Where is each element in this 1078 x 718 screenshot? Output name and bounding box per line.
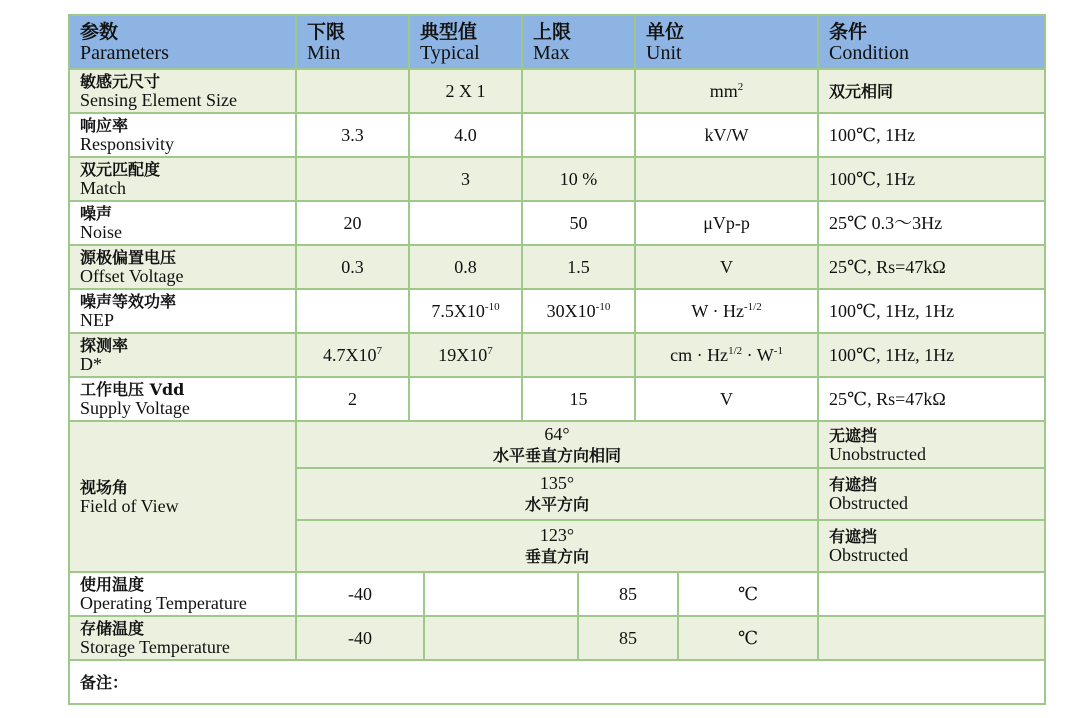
table-row bbox=[69, 157, 1045, 201]
unit-cell: $mm^2$ bbox=[635, 69, 818, 113]
spec-table bbox=[68, 14, 1046, 705]
fov-value-cell: 64° 水平垂直方向相同 bbox=[296, 421, 818, 468]
max-cell: 15 bbox=[522, 377, 635, 421]
table-row bbox=[69, 69, 1045, 113]
cond-cell: 100℃, 1Hz, 1Hz bbox=[818, 289, 1045, 333]
typ-cell: $7.5X10^{-10}$ bbox=[409, 289, 522, 333]
typ-cell bbox=[409, 377, 522, 421]
typ-cell bbox=[409, 201, 522, 245]
param-cell: 噪声等效功率 NEP bbox=[69, 289, 296, 333]
cond-cell: 25℃ 0.3～3Hz bbox=[818, 201, 1045, 245]
cond-cell bbox=[818, 616, 1045, 660]
typ-cell bbox=[424, 572, 578, 616]
max-cell bbox=[522, 113, 635, 157]
max-cell: 10 % bbox=[522, 157, 635, 201]
param-cell: 双元匹配度 Match bbox=[69, 157, 296, 201]
note-cell bbox=[69, 660, 1045, 704]
unit-cell bbox=[635, 157, 818, 201]
note-row bbox=[69, 660, 1045, 704]
max-cell bbox=[522, 333, 635, 377]
unit-cell: $W \cdot Hz^{-1/2}$ bbox=[635, 289, 818, 333]
max-cell: $30X10^{-10}$ bbox=[522, 289, 635, 333]
min-cell: 20 bbox=[296, 201, 409, 245]
header-condition: 条件 Condition bbox=[818, 15, 1045, 69]
cond-cell bbox=[818, 572, 1045, 616]
typ-cell: $19X10^7$ bbox=[409, 333, 522, 377]
param-cell: 探测率 D* bbox=[69, 333, 296, 377]
max-cell: 85 bbox=[578, 616, 678, 660]
param-cell: 噪声 Noise bbox=[69, 201, 296, 245]
param-cell: 源极偏置电压 Offset Voltage bbox=[69, 245, 296, 289]
header-typical: 典型值 Typical bbox=[409, 15, 522, 69]
header-unit: 单位 Unit bbox=[635, 15, 818, 69]
param-cell: 工作电压 Vdd Supply Voltage bbox=[69, 377, 296, 421]
cond-cell: 25℃, Rs=47kΩ bbox=[818, 245, 1045, 289]
min-cell: 2 bbox=[296, 377, 409, 421]
typ-cell: 2 X 1 bbox=[409, 69, 522, 113]
max-cell bbox=[522, 69, 635, 113]
note-label: 备注： bbox=[80, 672, 129, 692]
unit-cell: V bbox=[635, 245, 818, 289]
param-cell: 存储温度 Storage Temperature bbox=[69, 616, 296, 660]
min-cell bbox=[296, 289, 409, 333]
cond-cell: 100℃, 1Hz, 1Hz bbox=[818, 333, 1045, 377]
unit-cell: kV/W bbox=[635, 113, 818, 157]
param-cell: 使用温度 Operating Temperature bbox=[69, 572, 296, 616]
param-cell: 敏感元尺寸 Sensing Element Size bbox=[69, 69, 296, 113]
unit-cell: cm · $Hz^{1/2} \cdot W^{-1}$ bbox=[635, 333, 818, 377]
header-row bbox=[69, 15, 1045, 69]
max-cell: 85 bbox=[578, 572, 678, 616]
table-row bbox=[69, 377, 1045, 421]
min-cell: -40 bbox=[296, 572, 424, 616]
min-cell: -40 bbox=[296, 616, 424, 660]
fov-value-cell: 135° 水平方向 bbox=[296, 468, 818, 520]
header-parameters: 参数 Parameters bbox=[69, 15, 296, 69]
unit-cell: V bbox=[635, 377, 818, 421]
cond-cell: 有遮挡 Obstructed bbox=[818, 468, 1045, 520]
unit-cell: ℃ bbox=[678, 572, 818, 616]
fov-row bbox=[69, 421, 1045, 468]
table-row bbox=[69, 289, 1045, 333]
cond-cell: 双元相同 bbox=[818, 69, 1045, 113]
table-row bbox=[69, 333, 1045, 377]
min-cell: 3.3 bbox=[296, 113, 409, 157]
table-row bbox=[69, 572, 1045, 616]
cond-cell: 100℃, 1Hz bbox=[818, 157, 1045, 201]
min-cell: $4.7X10^7$ bbox=[296, 333, 409, 377]
cond-cell: 无遮挡 Unobstructed bbox=[818, 421, 1045, 468]
typ-cell: 3 bbox=[409, 157, 522, 201]
min-cell bbox=[296, 157, 409, 201]
min-cell: 0.3 bbox=[296, 245, 409, 289]
cond-cell: 25℃, Rs=47kΩ bbox=[818, 377, 1045, 421]
max-cell: 1.5 bbox=[522, 245, 635, 289]
table-row bbox=[69, 113, 1045, 157]
header-min: 下限 Min bbox=[296, 15, 409, 69]
header-max: 上限 Max bbox=[522, 15, 635, 69]
typ-cell bbox=[424, 616, 578, 660]
table-row bbox=[69, 616, 1045, 660]
table-row bbox=[69, 245, 1045, 289]
typ-cell: 4.0 bbox=[409, 113, 522, 157]
fov-value-cell: 123° 垂直方向 bbox=[296, 520, 818, 572]
max-cell: 50 bbox=[522, 201, 635, 245]
param-cell: 视场角 Field of View bbox=[69, 421, 296, 572]
min-cell bbox=[296, 69, 409, 113]
cond-cell: 100℃, 1Hz bbox=[818, 113, 1045, 157]
unit-cell: ℃ bbox=[678, 616, 818, 660]
table-row bbox=[69, 201, 1045, 245]
cond-cell: 有遮挡 Obstructed bbox=[818, 520, 1045, 572]
typ-cell: 0.8 bbox=[409, 245, 522, 289]
unit-cell: μVp-p bbox=[635, 201, 818, 245]
param-cell: 响应率 Responsivity bbox=[69, 113, 296, 157]
